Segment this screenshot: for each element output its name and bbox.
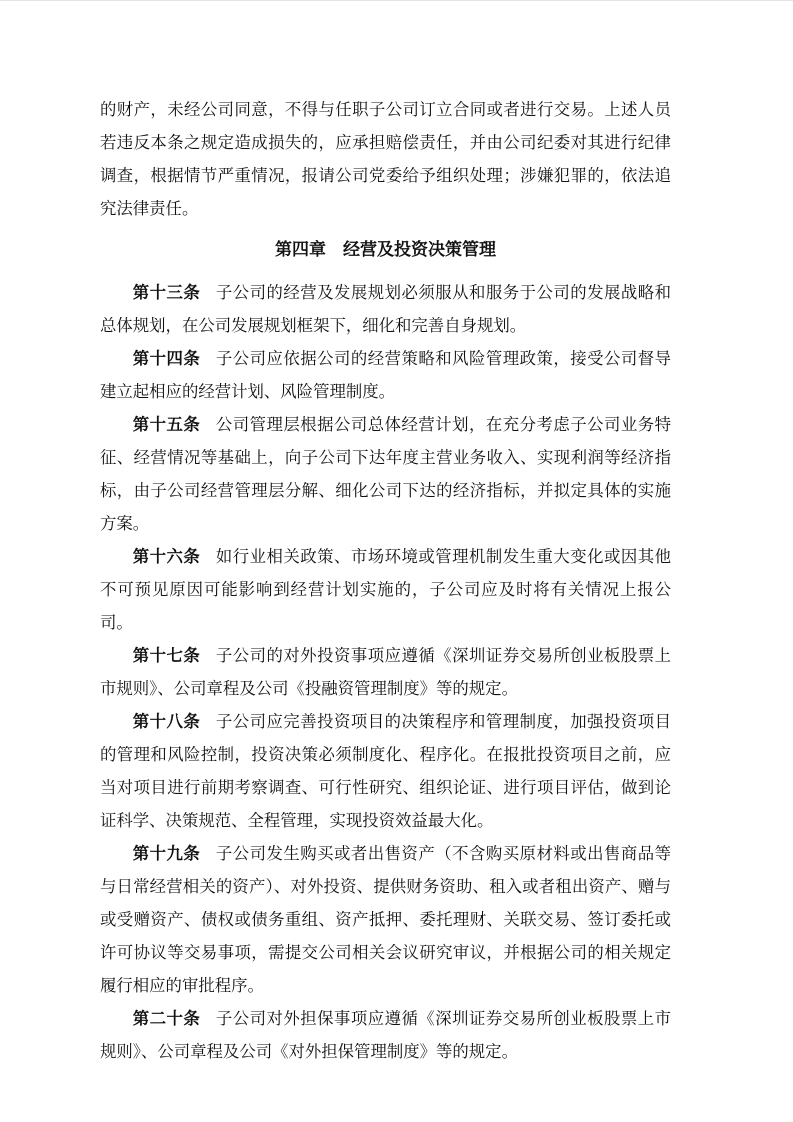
- article-14-text: 子公司应依据公司的经营策略和风险管理政策，接受公司督导建立起相应的经营计划、风险管理制度。: [100, 349, 672, 401]
- article-14-number: 第十四条: [132, 349, 201, 368]
- article-19-number: 第十九条: [132, 844, 201, 863]
- article-13: [100, 276, 671, 342]
- article-17: [100, 639, 671, 705]
- paragraph-continuation: 的财产，未经公司同意，不得与任职子公司订立合同或者进行交易。上述人员若违反本条之规定造成损失的，应承担赔偿责任，并由公司纪委对其进行纪律调查，根据情节严重情况，报请公司党委给予组织处理；涉嫌犯罪的，依法追究法律责任。: [100, 100, 671, 218]
- article-16-number: 第十六条: [132, 547, 201, 566]
- article-13-text: 子公司的经营及发展规划必须服从和服务于公司的发展战略和总体规划，在公司发展规划框架下，细化和完善自身规划。: [100, 283, 672, 335]
- article-16-text: 如行业相关政策、市场环境或管理机制发生重大变化或因其他不可预见原因可能影响到经营计划实施的，子公司应及时将有关情况上报公司。: [100, 547, 672, 632]
- article-15-text: 公司管理层根据公司总体经营计划，在充分考虑子公司业务特征、经营情况等基础上，向子公司下达年度主营业务收入、实现利润等经济指标，由子公司经营管理层分解、细化公司下达的经济指标，并拟定具体的实施方案。: [100, 415, 672, 533]
- article-20-number: 第二十条: [132, 1009, 201, 1028]
- article-13-number: 第十三条: [132, 283, 201, 302]
- article-15-number: 第十五条: [132, 415, 201, 434]
- article-18: [100, 705, 671, 837]
- article-17-text: 子公司的对外投资事项应遵循《深圳证券交易所创业板股票上市规则》、公司章程及公司《投融资管理制度》等的规定。: [100, 646, 672, 698]
- article-18-number: 第十八条: [132, 712, 201, 731]
- article-19-text: 子公司发生购买或者出售资产（不含购买原材料或出售商品等与日常经营相关的资产）、对外投资、提供财务资助、租入或者租出资产、赠与或受赠资产、债权或债务重组、资产抵押、委托理财、关联交易、签订委托或许可协议等交易事项，需提交公司相关会议研究审议，并根据公司的相关规定履行相应的审批程序。: [100, 844, 672, 995]
- article-15: [100, 408, 671, 540]
- article-20-text: 子公司对外担保事项应遵循《深圳证券交易所创业板股票上市规则》、公司章程及公司《对外担保管理制度》等的规定。: [100, 1009, 672, 1061]
- article-19: [100, 837, 671, 1002]
- article-17-number: 第十七条: [132, 646, 201, 665]
- article-18-text: 子公司应完善投资项目的决策程序和管理制度，加强投资项目的管理和风险控制，投资决策必须制度化、程序化。在报批投资项目之前，应当对项目进行前期考察调查、可行性研究、组织论证、进行项目评估，做到论证科学、决策规范、全程管理，实现投资效益最大化。: [100, 712, 672, 830]
- article-20: [100, 1002, 671, 1068]
- article-16: [100, 540, 671, 639]
- chapter-heading: 第四章 经营及投资决策管理: [275, 240, 496, 259]
- article-14: [100, 342, 671, 408]
